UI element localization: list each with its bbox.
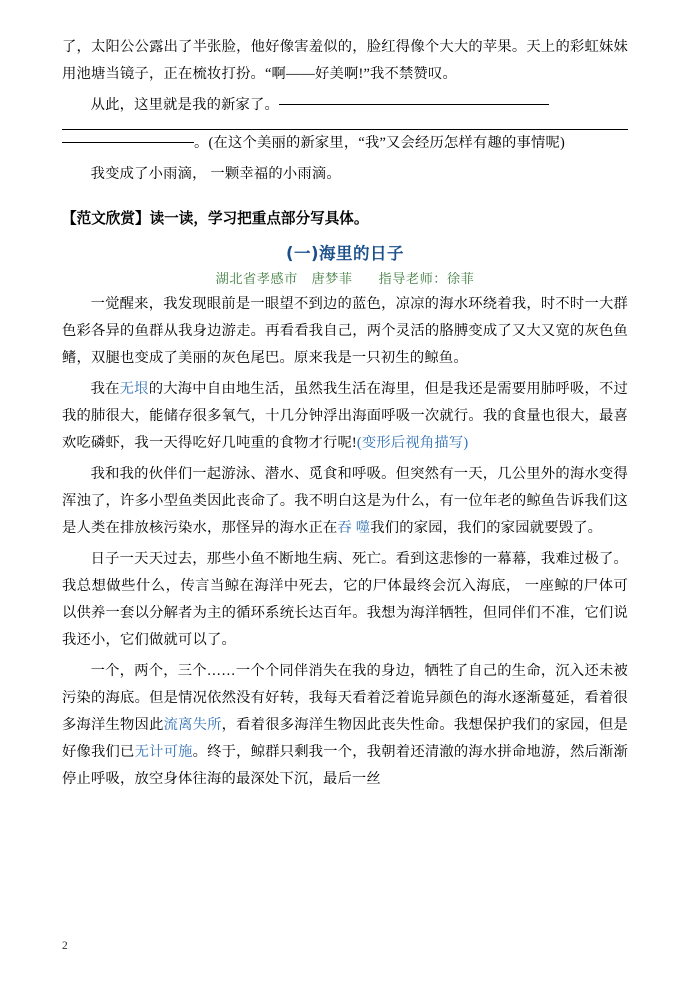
paragraph-new-home (62, 92, 628, 119)
highlight-term-liulishisuo: 流离失所 (163, 717, 222, 733)
run-text: 的大海中自由地生活，虽然我生活在海里，但是我还是需要用肺呼吸，不过我的肺很大，能储存很多氧气，十几分钟浮出海面呼吸一次就行。我的食量也很大，最喜欢吃磷虾，我一天得吃好几吨重的食物才行呢! (62, 381, 629, 451)
run-text: 我在 (90, 381, 120, 397)
paragraph-raindrop: 我变成了小雨滴， 一颗幸福的小雨滴。 (90, 166, 341, 182)
section-heading: 【范文欣赏】读一读，学习把重点部分写具体。 (62, 210, 369, 227)
paragraph-blank-prompt (62, 130, 628, 157)
essay-paragraph-3 (62, 461, 628, 542)
page-number: 2 (62, 940, 68, 952)
fill-in-blank-line-3[interactable] (62, 141, 194, 143)
highlight-term-wuyin: 无垠 (119, 381, 149, 397)
run-text: 。终于，鲸群只剩我一个，我朝着还清澈的海水拼命地游，然后渐渐停止呼吸，放空身体往海的最深处下沉，最后一丝 (62, 744, 629, 787)
highlight-term-wujikeshi: 无计可施 (134, 744, 193, 760)
essay-paragraph-2 (62, 376, 628, 457)
annotation-perspective: (变形后视角描写) (356, 435, 469, 451)
run-text: 一个，两个，三个……一个个同伴消失在我的身边，牺牲了自己的生命，沉入还未被污染的海底。但是情况依然没有好转，我每天看着泛着诡异颜色的海水逐渐蔓延，看着很多海洋生物因此 (62, 663, 628, 733)
byline-author: 湖北省孝感市 唐梦菲 (215, 271, 353, 286)
paragraph-new-home-text: 从此，这里就是我的新家了。 (90, 97, 280, 113)
essay-byline (62, 268, 628, 287)
run-text: 日子一天天过去，那些小鱼不断地生病、死亡。看到这悲惨的一幕幕，我难过极了。我总想做些什么，传言当鲸在海洋中死去，它的尸体最终会沉入海底， 一座鲸的尸体可以供养一套以分解者为主的循环系统长达百年。我想为海洋牺牲，但同伴们不准，它们说我还小，它们做就可以了。 (62, 551, 628, 648)
essay-paragraph-1 (62, 291, 628, 372)
byline-teacher: 指导老师：徐菲 (378, 271, 475, 286)
essay-title: (一)海里的日子 (285, 244, 405, 263)
highlight-term-tunshi: 吞 噬 (337, 520, 371, 536)
paragraph-continuation: 了，太阳公公露出了半张脸，他好像害羞似的，脸红得像个大大的苹果。天上的彩虹妹妹用池塘当镜子，正在梳妆打扮。“啊——好美啊!”我不禁赞叹。 (62, 39, 628, 82)
page-content (62, 34, 628, 797)
run-text: ，看着很多海洋生物因此丧失性命。我想保护我们的家园，但是好像我们已 (62, 717, 628, 760)
essay-paragraph-4 (62, 546, 628, 654)
run-text: 一觉醒来，我发现眼前是一眼望不到边的蓝色，凉凉的海水环绕着我，时不时一大群色彩各异的鱼群从我身边游走。再看看我自己，两个灵活的胳膊变成了又大又宽的灰色鱼鳍，双腿也变成了美丽的灰色尾巴。原来我是一只初生的鲸鱼。 (62, 296, 628, 366)
prompt-text: 。(在这个美丽的新家里，“我”又会经历怎样有趣的事情呢) (194, 135, 565, 151)
run-text: 我和我的伙伴们一起游泳、潜水、觅食和呼吸。但突然有一天，几公里外的海水变得浑浊了，许多小型鱼类因此丧命了。我不明白这是为什么，有一位年老的鲸鱼告诉我们这是人类在排放核污染水，那怪异的海水正在 (62, 466, 628, 536)
essay-paragraph-5 (62, 658, 628, 793)
fill-in-blank-line-1[interactable] (279, 103, 549, 105)
run-text: 我们的家园，我们的家园就要毁了。 (370, 520, 603, 536)
